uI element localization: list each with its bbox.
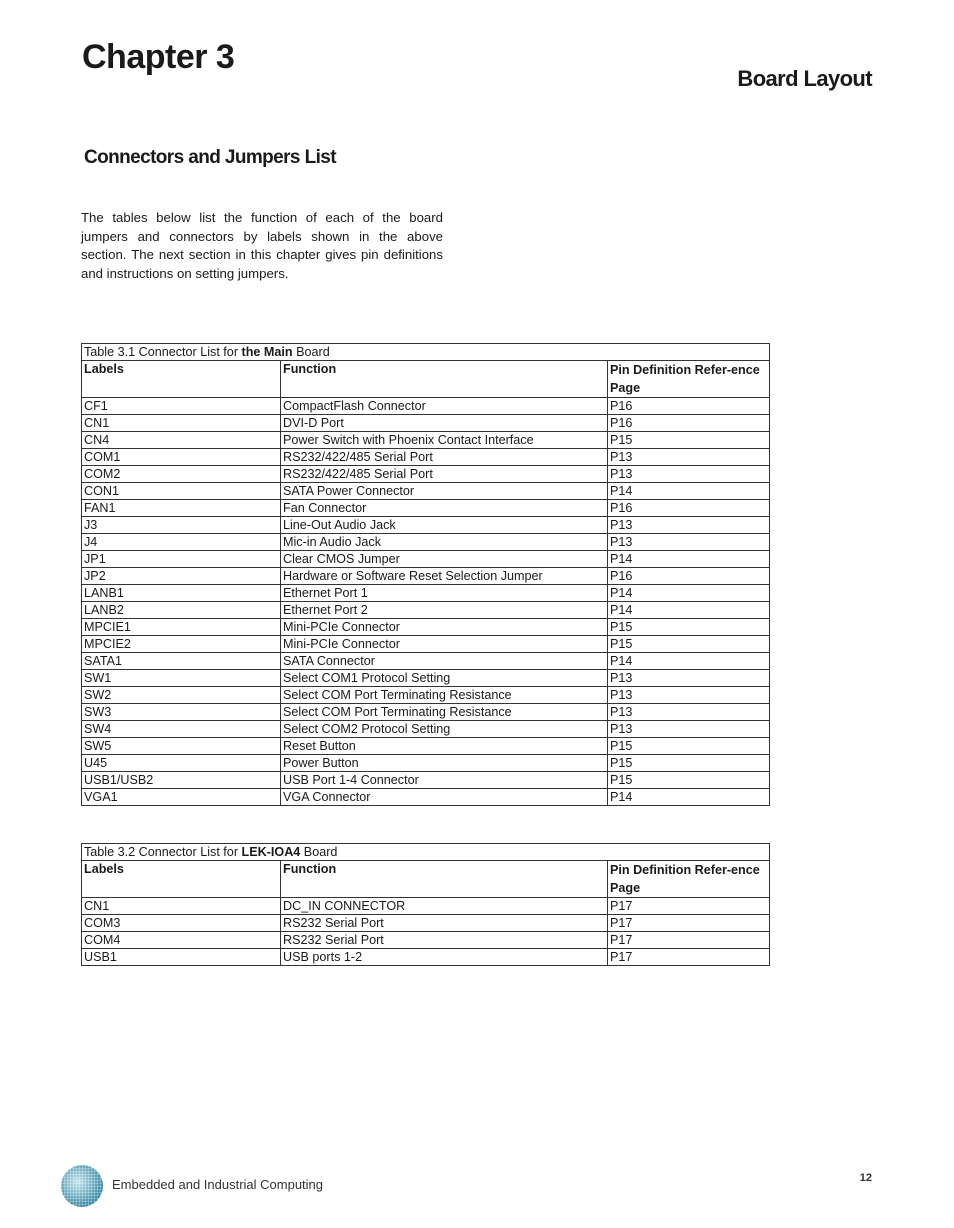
cell-label: SW3 <box>82 704 281 721</box>
cell-label: USB1/USB2 <box>82 772 281 789</box>
cell-function: Select COM Port Terminating Resistance <box>281 704 608 721</box>
cell-function: RS232/422/485 Serial Port <box>281 449 608 466</box>
cell-function: CompactFlash Connector <box>281 398 608 415</box>
cell-pin-reference: P14 <box>608 653 770 670</box>
table-row <box>82 738 770 755</box>
cell-label: JP2 <box>82 568 281 585</box>
table-header-row <box>82 361 770 398</box>
cell-label: JP1 <box>82 551 281 568</box>
cell-function: RS232 Serial Port <box>281 932 608 949</box>
cell-pin-reference: P13 <box>608 704 770 721</box>
column-header-function: Function <box>281 361 608 398</box>
cell-pin-reference: P16 <box>608 415 770 432</box>
cell-function: RS232/422/485 Serial Port <box>281 466 608 483</box>
cell-function: RS232 Serial Port <box>281 915 608 932</box>
cell-pin-reference: P14 <box>608 551 770 568</box>
table-row <box>82 415 770 432</box>
table-body <box>82 398 770 806</box>
cell-function: USB Port 1-4 Connector <box>281 772 608 789</box>
table-row <box>82 534 770 551</box>
cell-label: U45 <box>82 755 281 772</box>
cell-label: LANB2 <box>82 602 281 619</box>
cell-label: CN1 <box>82 898 281 915</box>
cell-pin-reference: P15 <box>608 772 770 789</box>
cell-pin-reference: P13 <box>608 534 770 551</box>
cell-function: Mini-PCIe Connector <box>281 636 608 653</box>
cell-label: CN1 <box>82 415 281 432</box>
cell-function: USB ports 1-2 <box>281 949 608 966</box>
cell-pin-reference: P17 <box>608 949 770 966</box>
table-caption <box>82 844 770 861</box>
cell-function: Ethernet Port 1 <box>281 585 608 602</box>
table-row <box>82 670 770 687</box>
cell-function: Power Switch with Phoenix Contact Interface <box>281 432 608 449</box>
caption-suffix: Board <box>292 345 330 359</box>
table-row <box>82 585 770 602</box>
cell-function: SATA Power Connector <box>281 483 608 500</box>
cell-label: FAN1 <box>82 500 281 517</box>
cell-pin-reference: P15 <box>608 755 770 772</box>
cell-function: Line-Out Audio Jack <box>281 517 608 534</box>
cell-label: LANB1 <box>82 585 281 602</box>
cell-function: Mini-PCIe Connector <box>281 619 608 636</box>
cell-label: COM1 <box>82 449 281 466</box>
cell-pin-reference: P14 <box>608 585 770 602</box>
cell-function: Mic-in Audio Jack <box>281 534 608 551</box>
chapter-title: Chapter 3 <box>82 38 235 76</box>
table-caption-row <box>82 344 770 361</box>
table-row <box>82 898 770 915</box>
caption-bold: the Main <box>241 345 293 359</box>
table-row <box>82 517 770 534</box>
cell-pin-reference: P15 <box>608 619 770 636</box>
cell-function: DC_IN CONNECTOR <box>281 898 608 915</box>
column-header-labels: Labels <box>82 861 281 898</box>
cell-pin-reference: P16 <box>608 500 770 517</box>
table-row <box>82 932 770 949</box>
cell-pin-reference: P17 <box>608 932 770 949</box>
cell-label: CON1 <box>82 483 281 500</box>
cell-function: Reset Button <box>281 738 608 755</box>
table-row <box>82 619 770 636</box>
table-row <box>82 449 770 466</box>
table-row <box>82 789 770 806</box>
table-row <box>82 687 770 704</box>
cell-pin-reference: P13 <box>608 721 770 738</box>
table-row <box>82 483 770 500</box>
cell-label: J4 <box>82 534 281 551</box>
cell-function: Fan Connector <box>281 500 608 517</box>
cell-label: VGA1 <box>82 789 281 806</box>
section-title: Board Layout <box>737 66 872 91</box>
table-row <box>82 915 770 932</box>
table-row <box>82 500 770 517</box>
cell-pin-reference: P15 <box>608 636 770 653</box>
table-body <box>82 898 770 966</box>
cell-function: Select COM1 Protocol Setting <box>281 670 608 687</box>
cell-pin-reference: P17 <box>608 915 770 932</box>
cell-label: J3 <box>82 517 281 534</box>
cell-label: SATA1 <box>82 653 281 670</box>
cell-function: SATA Connector <box>281 653 608 670</box>
cell-pin-reference: P13 <box>608 517 770 534</box>
table-row <box>82 704 770 721</box>
caption-prefix: Table 3.1 Connector List for <box>84 345 242 359</box>
cell-pin-reference: P17 <box>608 898 770 915</box>
cell-label: SW1 <box>82 670 281 687</box>
table-row <box>82 949 770 966</box>
subsection-title: Connectors and Jumpers List <box>84 147 336 168</box>
cell-pin-reference: P15 <box>608 738 770 755</box>
cell-function: DVI-D Port <box>281 415 608 432</box>
cell-pin-reference: P16 <box>608 568 770 585</box>
column-header-function: Function <box>281 861 608 898</box>
cell-function: Select COM2 Protocol Setting <box>281 721 608 738</box>
table-row <box>82 755 770 772</box>
column-header-pin-reference: Pin Definition Refer-ence Page <box>608 861 770 898</box>
table-row <box>82 772 770 789</box>
cell-label: MPCIE1 <box>82 619 281 636</box>
cell-function: Select COM Port Terminating Resistance <box>281 687 608 704</box>
table-header-row <box>82 861 770 898</box>
table-row <box>82 551 770 568</box>
table-caption-row <box>82 844 770 861</box>
globe-logo-icon <box>60 1164 104 1208</box>
caption-bold: LEK-IOA4 <box>241 845 301 859</box>
table-row <box>82 636 770 653</box>
table-row <box>82 568 770 585</box>
table-row <box>82 721 770 738</box>
cell-label: COM4 <box>82 932 281 949</box>
connector-table-ioa4 <box>81 843 770 966</box>
column-header-pin-reference: Pin Definition Refer-ence Page <box>608 361 770 398</box>
cell-label: CF1 <box>82 398 281 415</box>
cell-label: MPCIE2 <box>82 636 281 653</box>
cell-function: Power Button <box>281 755 608 772</box>
cell-label: SW2 <box>82 687 281 704</box>
cell-pin-reference: P13 <box>608 449 770 466</box>
cell-pin-reference: P14 <box>608 789 770 806</box>
connector-table-main <box>81 343 770 806</box>
cell-label: COM2 <box>82 466 281 483</box>
table-row <box>82 602 770 619</box>
cell-label: COM3 <box>82 915 281 932</box>
cell-pin-reference: P13 <box>608 466 770 483</box>
table-row <box>82 432 770 449</box>
table-row <box>82 466 770 483</box>
table-row <box>82 653 770 670</box>
cell-pin-reference: P13 <box>608 687 770 704</box>
cell-label: USB1 <box>82 949 281 966</box>
cell-label: SW4 <box>82 721 281 738</box>
cell-function: VGA Connector <box>281 789 608 806</box>
table-caption <box>82 344 770 361</box>
cell-function: Clear CMOS Jumper <box>281 551 608 568</box>
cell-pin-reference: P14 <box>608 602 770 619</box>
cell-label: CN4 <box>82 432 281 449</box>
cell-label: SW5 <box>82 738 281 755</box>
table-row <box>82 398 770 415</box>
cell-pin-reference: P16 <box>608 398 770 415</box>
cell-function: Ethernet Port 2 <box>281 602 608 619</box>
intro-paragraph: The tables below list the function of each of the board jumpers and connectors by labels shown in the above section. The next section in this chapter gives pin definitions and instructions on setting jumpers. <box>81 210 443 281</box>
caption-prefix: Table 3.2 Connector List for <box>84 845 242 859</box>
cell-pin-reference: P15 <box>608 432 770 449</box>
cell-pin-reference: P14 <box>608 483 770 500</box>
footer-text: Embedded and Industrial Computing <box>112 1177 324 1192</box>
cell-function: Hardware or Software Reset Selection Jumper <box>281 568 608 585</box>
column-header-labels: Labels <box>82 361 281 398</box>
caption-suffix: Board <box>300 845 338 859</box>
page-number: 12 <box>859 1172 872 1184</box>
cell-pin-reference: P13 <box>608 670 770 687</box>
